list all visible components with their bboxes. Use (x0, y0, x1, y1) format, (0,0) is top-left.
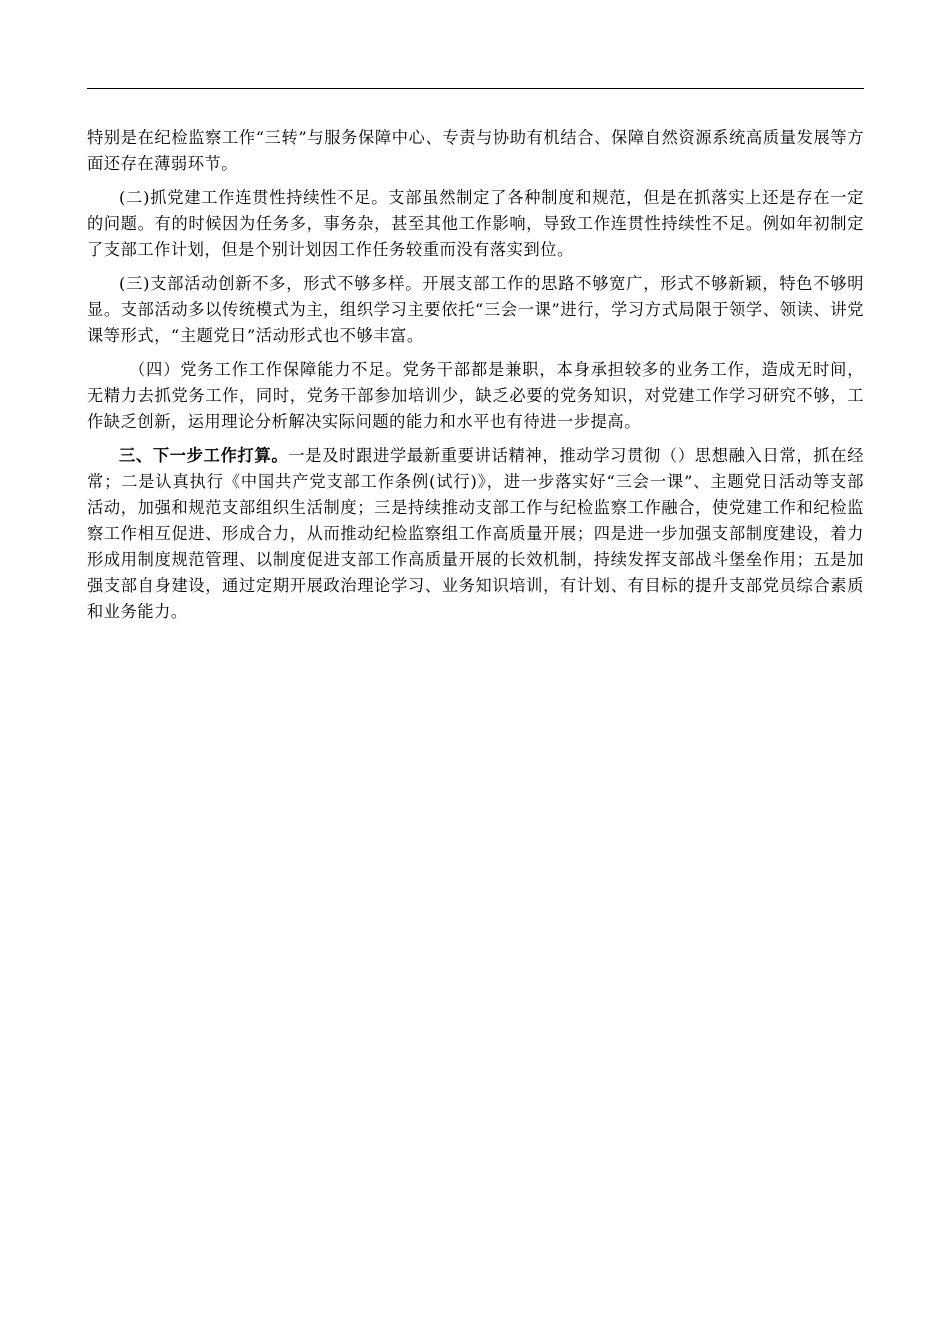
paragraph-section-two: (二)抓党建工作连贯性持续性不足。支部虽然制定了各种制度和规范，但是在抓落实上还是存在一定的问题。有的时候因为任务多，事务杂，甚至其他工作影响，导致工作连贯性持续性不足。例如年初制定了支部工作计划，但是个别计划因工作任务较重而没有落实到位。 (87, 188, 864, 259)
paragraph-section-four: （四）党务工作工作保障能力不足。党务干部都是兼职，本身承担较多的业务工作，造成无时间，无精力去抓党务工作，同时，党务干部参加培训少，缺乏必要的党务知识，对党建工作学习研究不够，工作缺乏创新，运用理论分析解决实际问题的能力和水平也有待进一步提高。 (87, 360, 864, 431)
paragraph-continuation: 特别是在纪检监察工作“三转”与服务保障中心、专责与协助有机结合、保障自然资源系统高质量发展等方面还存在薄弱环节。 (87, 128, 864, 173)
paragraph-section-three: (三)支部活动创新不多，形式不够多样。开展支部工作的思路不够宽广，形式不够新颖，特色不够明显。支部活动多以传统模式为主，组织学习主要依托“三会一课”进行，学习方式局限于领学、领读、讲党课等形式，“主题党日”活动形式也不够丰富。 (87, 274, 864, 345)
document-body (87, 125, 864, 633)
paragraph-next-steps (87, 443, 864, 625)
next-steps-text: 一是及时跟进学最新重要讲话精神，推动学习贯彻（）思想融入日常，抓在经常；二是认真执行《中国共产党支部工作条例(试行)》，进一步落实好“三会一课”、主题党日活动等支部活动，加强和规范支部组织生活制度；三是持续推动支部工作与纪检监察工作融合，使党建工作和纪检监察工作相互促进、形成合力，从而推动纪检监察组工作高质量开展；四是进一步加强支部制度建设，着力形成用制度规范管理、以制度促进支部工作高质量开展的长效机制，持续发挥支部战斗堡垒作用；五是加强支部自身建设，通过定期开展政治理论学习、业务知识培训，有计划、有目标的提升支部党员综合素质和业务能力。 (87, 446, 864, 621)
next-steps-heading: 三、下一步工作打算。 (119, 446, 289, 465)
header-rule (87, 88, 864, 89)
